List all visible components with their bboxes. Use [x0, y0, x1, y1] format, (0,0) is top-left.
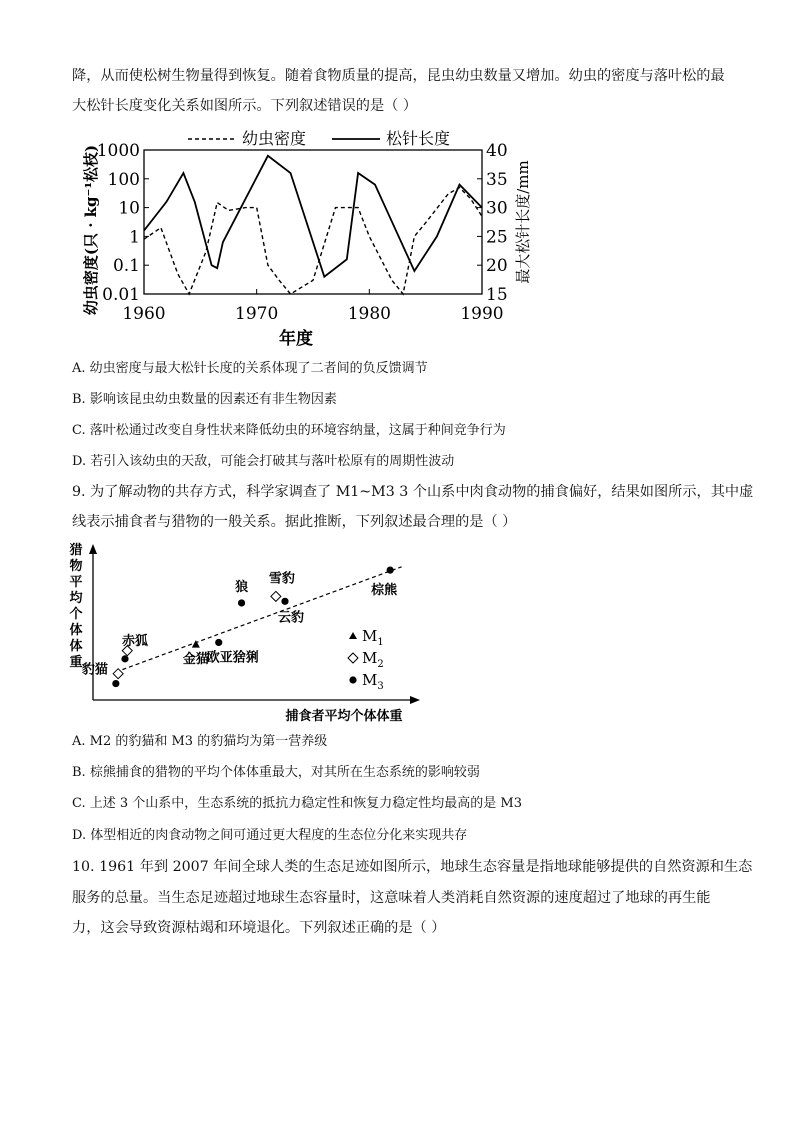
right-tick-label: 15: [486, 285, 508, 305]
q9-option-a: A. M2 的豹猫和 M3 的豹猫均为第一营养级: [72, 734, 328, 749]
x-tick-label: 1980: [347, 304, 391, 324]
point-m3: [215, 639, 222, 646]
q9-option-b: B. 棕熊捕食的猎物的平均个体体重最大，对其所在生态系统的影响较弱: [72, 765, 480, 780]
q8-option-d: D. 若引入该幼虫的天敌，可能会打破其与落叶松原有的周期性波动: [72, 454, 455, 469]
legend-label: $M_2$: [362, 649, 384, 670]
point-label: 欧亚猞猁: [206, 650, 259, 666]
x-tick-label: 1960: [122, 304, 166, 324]
q8-option-c: C. 落叶松通过改变自身性状来降低幼虫的环境容纳量，这属于种间竞争行为: [72, 423, 506, 438]
point-label: 雪豹: [268, 571, 295, 587]
needle-length-line: [144, 156, 482, 277]
predator-prey-chart: [68, 540, 428, 725]
q9-stem-line-2: 线表示捕食者与猎物的一般关系。据此推断，下列叙述最合理的是（ ）: [72, 514, 517, 530]
q9-stem-line-1: 9. 为了解动物的共存方式，科学家调查了 M1~M3 3 个山系中肉食动物的捕食偏好，结果如图所示，其中虚: [72, 484, 754, 500]
x-tick-label: 1990: [460, 304, 504, 324]
q10-stem-line-1: 10. 1961 年到 2007 年间全球人类的生态足迹如图所示，地球生态容量是指地球能够提供的自然资源和生态: [72, 859, 753, 875]
left-tick-label: 100: [107, 169, 140, 190]
x-axis-label: 年度: [279, 329, 313, 349]
point-label: 赤狐: [121, 633, 149, 649]
left-tick-label: 1000: [96, 141, 140, 161]
left-tick-label: 1: [129, 227, 140, 248]
q8-option-b: B. 影响该昆虫幼虫数量的因素还有非生物因素: [72, 392, 337, 407]
right-axis-label: 最大松针长度/mm: [514, 160, 532, 284]
legend-needle-label: 松针长度: [386, 129, 451, 148]
point-label: 狼: [235, 579, 249, 595]
point-label: 豹猫: [81, 662, 108, 678]
right-tick-label: 35: [486, 169, 508, 190]
left-tick-label: 0.1: [112, 256, 140, 277]
point-m2: [113, 669, 123, 679]
point-label: 棕熊: [371, 583, 398, 599]
q9-option-c: C. 上述 3 个山系中，生态系统的抵抗力稳定性和恢复力稳定性均最高的是 M3: [72, 796, 522, 811]
plot-frame: [144, 150, 482, 294]
q8-option-a: A. 幼虫密度与最大松针长度的关系体现了二者间的负反馈调节: [72, 361, 428, 376]
legend-label: $M_1$: [362, 627, 384, 648]
legend-m1-marker: [349, 632, 357, 639]
point-m1: [192, 640, 200, 648]
x-axis-label: 捕食者平均个体体重: [285, 709, 403, 724]
x-tick-label: 1970: [235, 304, 279, 324]
point-m3: [121, 655, 128, 662]
q9-option-d: D. 体型相近的肉食动物之间可通过更大程度的生态位分化来实现共存: [72, 828, 468, 843]
left-tick-label: 10: [118, 198, 140, 219]
point-m3: [112, 680, 119, 687]
y-axis-label: 猎物平均个体体重: [69, 543, 83, 670]
point-m2: [271, 591, 281, 601]
point-m3: [281, 598, 288, 605]
right-tick-label: 25: [486, 227, 508, 248]
legend-label: $M_3$: [362, 671, 384, 692]
left-axis-label: 幼虫密度(只 · kg⁻¹松枝): [82, 144, 100, 316]
q10-stem-line-2: 服务的总量。当生态足迹超过地球生态容量时，这意味着人类消耗自然资源的速度超过了地球的再生能: [72, 890, 711, 906]
intro-line-1: 降，从而使松树生物量得到恢复。随着食物质量的提高，昆虫幼虫数量又增加。幼虫的密度与落叶松的最: [72, 68, 725, 84]
point-m3: [238, 599, 245, 606]
point-label: 金猫: [182, 652, 209, 668]
larva-needle-chart: [70, 122, 550, 352]
right-tick-label: 30: [486, 198, 508, 219]
legend-larva-label: 幼虫密度: [242, 129, 307, 148]
left-tick-label: 0.01: [102, 285, 140, 305]
intro-line-2: 大松针长度变化关系如图所示。下列叙述错误的是（ ）: [72, 98, 418, 114]
point-label: 云豹: [277, 610, 305, 626]
x-axis-arrow: [410, 696, 420, 704]
right-tick-label: 20: [486, 256, 508, 277]
right-tick-label: 40: [486, 141, 508, 161]
legend-m2-marker: [348, 653, 358, 663]
legend-m3-marker: [349, 676, 356, 683]
y-axis-arrow: [89, 544, 97, 554]
q10-stem-line-3: 力，这会导致资源枯竭和环境退化。下列叙述正确的是（ ）: [72, 920, 446, 936]
point-m3: [387, 566, 394, 573]
